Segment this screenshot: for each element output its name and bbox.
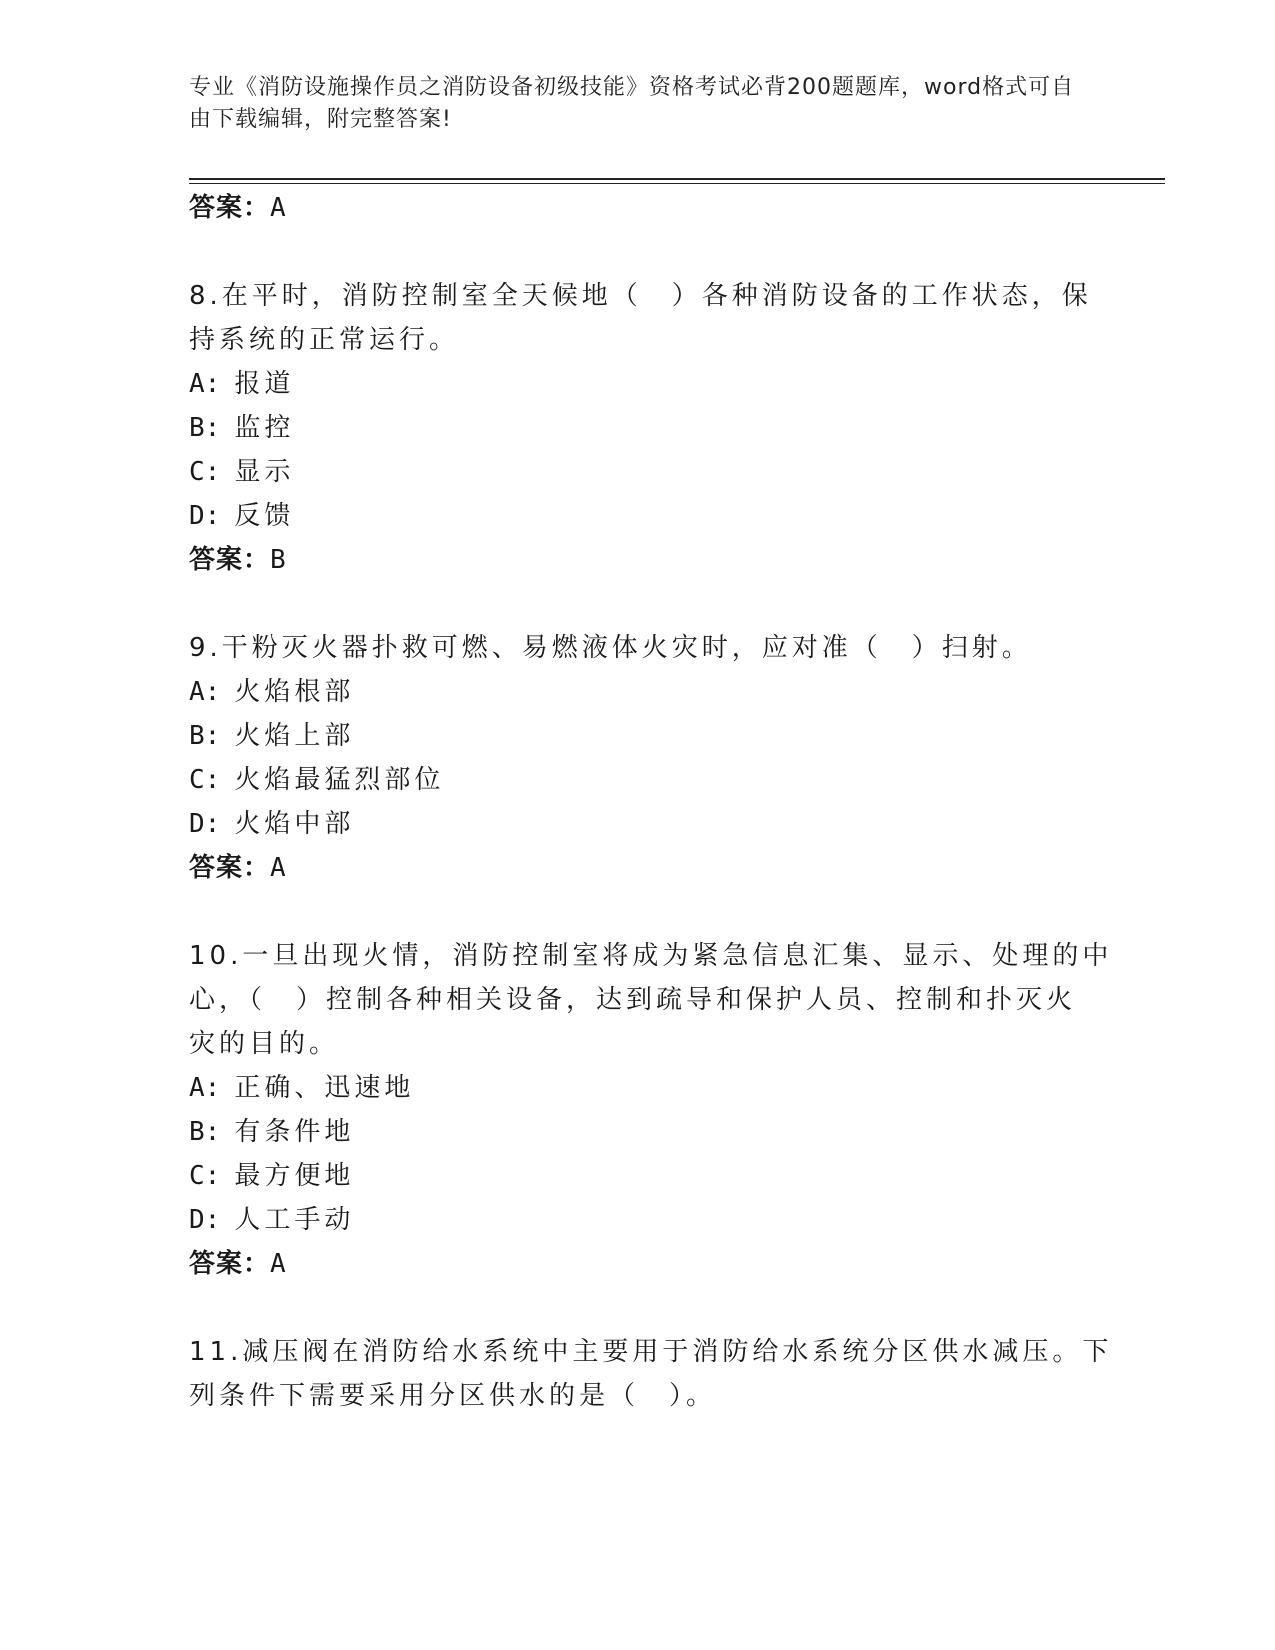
option-letter: D: xyxy=(189,809,221,839)
option-letter: A: xyxy=(189,677,221,707)
question-10-line-2: 心，（ ）控制各种相关设备，达到疏导和保护人员、控制和扑灭火 xyxy=(189,985,1077,1015)
option-letter: C: xyxy=(189,1161,221,1191)
option-letter: B: xyxy=(189,1117,221,1147)
option-text: 火焰最猛烈部位 xyxy=(234,765,445,795)
question-9-option-a xyxy=(189,676,354,708)
question-10-option-d xyxy=(189,1204,354,1236)
header-rule-thin xyxy=(189,183,1165,184)
answer-prev xyxy=(189,192,287,224)
question-10-option-a xyxy=(189,1072,414,1104)
question-9-line-1: 9.干粉灭火器扑救可燃、易燃液体火灾时，应对准（ ）扫射。 xyxy=(189,633,1032,663)
option-letter: C: xyxy=(189,765,221,795)
question-8-line-1: 8.在平时，消防控制室全天候地（ ）各种消防设备的工作状态，保 xyxy=(189,281,1092,311)
question-8-line-2: 持系统的正常运行。 xyxy=(189,325,460,355)
question-10-answer xyxy=(189,1248,287,1280)
option-letter: A: xyxy=(189,1073,221,1103)
question-10-line-1: 10.一旦出现火情，消防控制室将成为紧急信息汇集、显示、处理的中 xyxy=(189,941,1113,971)
option-letter: D: xyxy=(189,1205,221,1235)
question-9-option-b xyxy=(189,720,354,752)
question-10-line-3: 灾的目的。 xyxy=(189,1029,340,1059)
header-rule-thick xyxy=(189,178,1165,180)
question-8-option-c xyxy=(189,456,294,488)
document-header: 专业《消防设施操作员之消防设备初级技能》资格考试必背200题题库，word格式可自由下载编辑，附完整答案! xyxy=(189,75,1075,132)
question-11-line-1: 11.减压阀在消防给水系统中主要用于消防给水系统分区供水减压。下 xyxy=(189,1337,1113,1367)
question-9-answer xyxy=(189,852,287,884)
option-letter: C: xyxy=(189,457,221,487)
answer-value: A xyxy=(270,1249,287,1279)
option-text: 有条件地 xyxy=(234,1117,355,1147)
option-text: 报道 xyxy=(234,369,295,399)
option-letter: D: xyxy=(189,501,221,531)
option-letter: B: xyxy=(189,721,221,751)
answer-value: A xyxy=(270,193,287,223)
answer-label: 答案： xyxy=(189,193,271,223)
question-9-option-c xyxy=(189,764,444,796)
option-text: 火焰根部 xyxy=(234,677,355,707)
option-text: 反馈 xyxy=(234,501,295,531)
option-text: 火焰中部 xyxy=(234,809,355,839)
question-8-option-a xyxy=(189,368,294,400)
question-8-answer xyxy=(189,544,287,576)
question-10-option-c xyxy=(189,1160,354,1192)
question-10-option-b xyxy=(189,1116,354,1148)
option-text: 监控 xyxy=(234,413,295,443)
answer-label: 答案： xyxy=(189,1249,271,1279)
answer-label: 答案： xyxy=(189,545,271,575)
answer-label: 答案： xyxy=(189,853,271,883)
option-text: 最方便地 xyxy=(234,1161,355,1191)
question-8-option-d xyxy=(189,500,294,532)
option-text: 显示 xyxy=(234,457,295,487)
option-letter: B: xyxy=(189,413,221,443)
question-9-option-d xyxy=(189,808,354,840)
answer-value: B xyxy=(270,545,287,575)
option-text: 火焰上部 xyxy=(234,721,355,751)
question-8-option-b xyxy=(189,412,294,444)
question-11-line-2: 列条件下需要采用分区供水的是（ ）。 xyxy=(189,1381,717,1411)
answer-value: A xyxy=(270,853,287,883)
option-text: 正确、迅速地 xyxy=(234,1073,415,1103)
option-text: 人工手动 xyxy=(234,1205,355,1235)
option-letter: A: xyxy=(189,369,221,399)
